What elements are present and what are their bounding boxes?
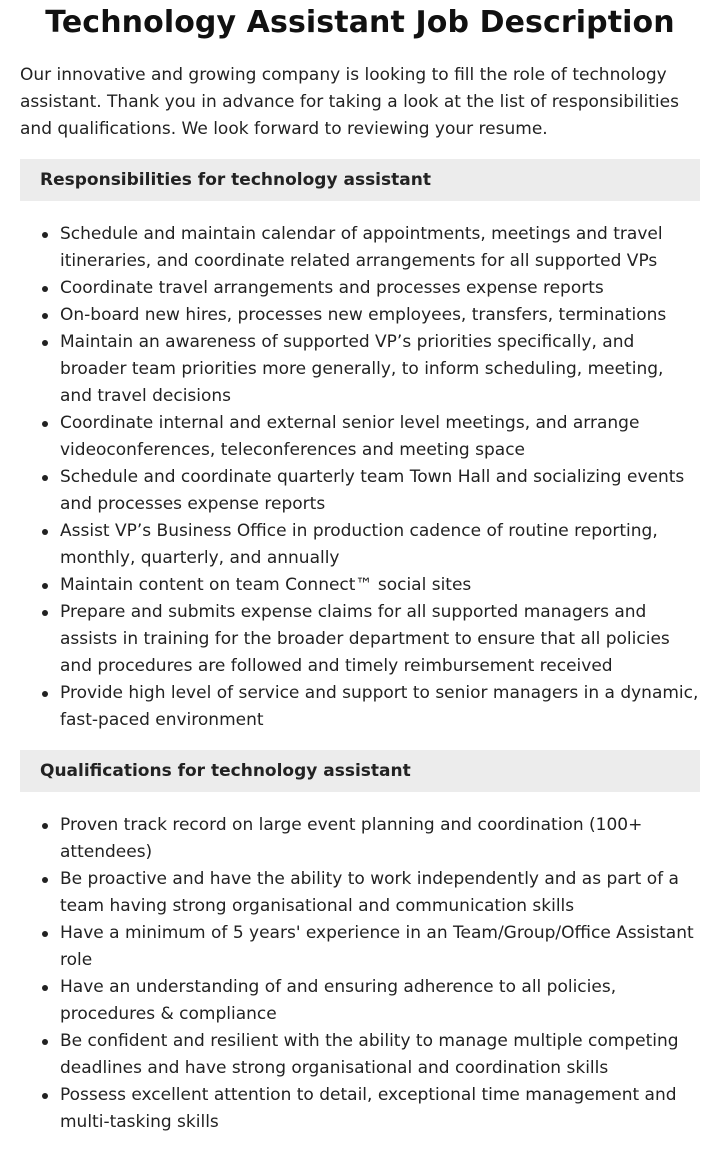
responsibility-item: Schedule and coordinate quarterly team Town Hall and socializing events and processes expense reports — [60, 464, 700, 518]
qualification-item: Possess excellent attention to detail, exceptional time management and multi-tasking skills — [60, 1082, 700, 1136]
responsibility-item: Schedule and maintain calendar of appointments, meetings and travel itineraries, and coordinate related arrangements for all supported VPs — [60, 221, 700, 275]
responsibility-item: Maintain an awareness of supported VP’s priorities specifically, and broader team priorities more generally, to inform scheduling, meeting, and travel decisions — [60, 329, 700, 410]
responsibility-item: On-board new hires, processes new employees, transfers, terminations — [60, 302, 700, 329]
qualifications-heading: Qualifications for technology assistant — [20, 750, 700, 792]
qualification-item: Proven track record on large event planning and coordination (100+ attendees) — [60, 812, 700, 866]
responsibilities-section — [20, 159, 700, 734]
qualification-item: Be confident and resilient with the ability to manage multiple competing deadlines and have strong organisational and coordination skills — [60, 1028, 700, 1082]
responsibility-item: Coordinate internal and external senior level meetings, and arrange videoconferences, teleconferences and meeting space — [60, 410, 700, 464]
intro-paragraph: Our innovative and growing company is looking to fill the role of technology assistant. Thank you in advance for taking a look at the list of responsibilities and qualifications. We look forward to reviewing your resume. — [20, 65, 679, 139]
responsibility-item: Assist VP’s Business Office in production cadence of routine reporting, monthly, quarterly, and annually — [60, 518, 700, 572]
qualification-item: Have a minimum of 5 years' experience in an Team/Group/Office Assistant role — [60, 920, 700, 974]
responsibility-item: Maintain content on team Connect™ social sites — [60, 572, 700, 599]
responsibilities-list — [20, 221, 700, 734]
qualification-item: Be proactive and have the ability to work independently and as part of a team having strong organisational and communication skills — [60, 866, 700, 920]
responsibility-item: Coordinate travel arrangements and processes expense reports — [60, 275, 700, 302]
page-title: Technology Assistant Job Description — [45, 5, 675, 40]
qualifications-list — [20, 812, 700, 1136]
responsibilities-heading: Responsibilities for technology assistant — [20, 159, 700, 201]
responsibility-item: Prepare and submits expense claims for all supported managers and assists in training for the broader department to ensure that all policies and procedures are followed and timely reimbursement received — [60, 599, 700, 680]
qualifications-section — [20, 750, 700, 1136]
responsibility-item: Provide high level of service and support to senior managers in a dynamic, fast-paced environment — [60, 680, 700, 734]
qualification-item: Have an understanding of and ensuring adherence to all policies, procedures & compliance — [60, 974, 700, 1028]
